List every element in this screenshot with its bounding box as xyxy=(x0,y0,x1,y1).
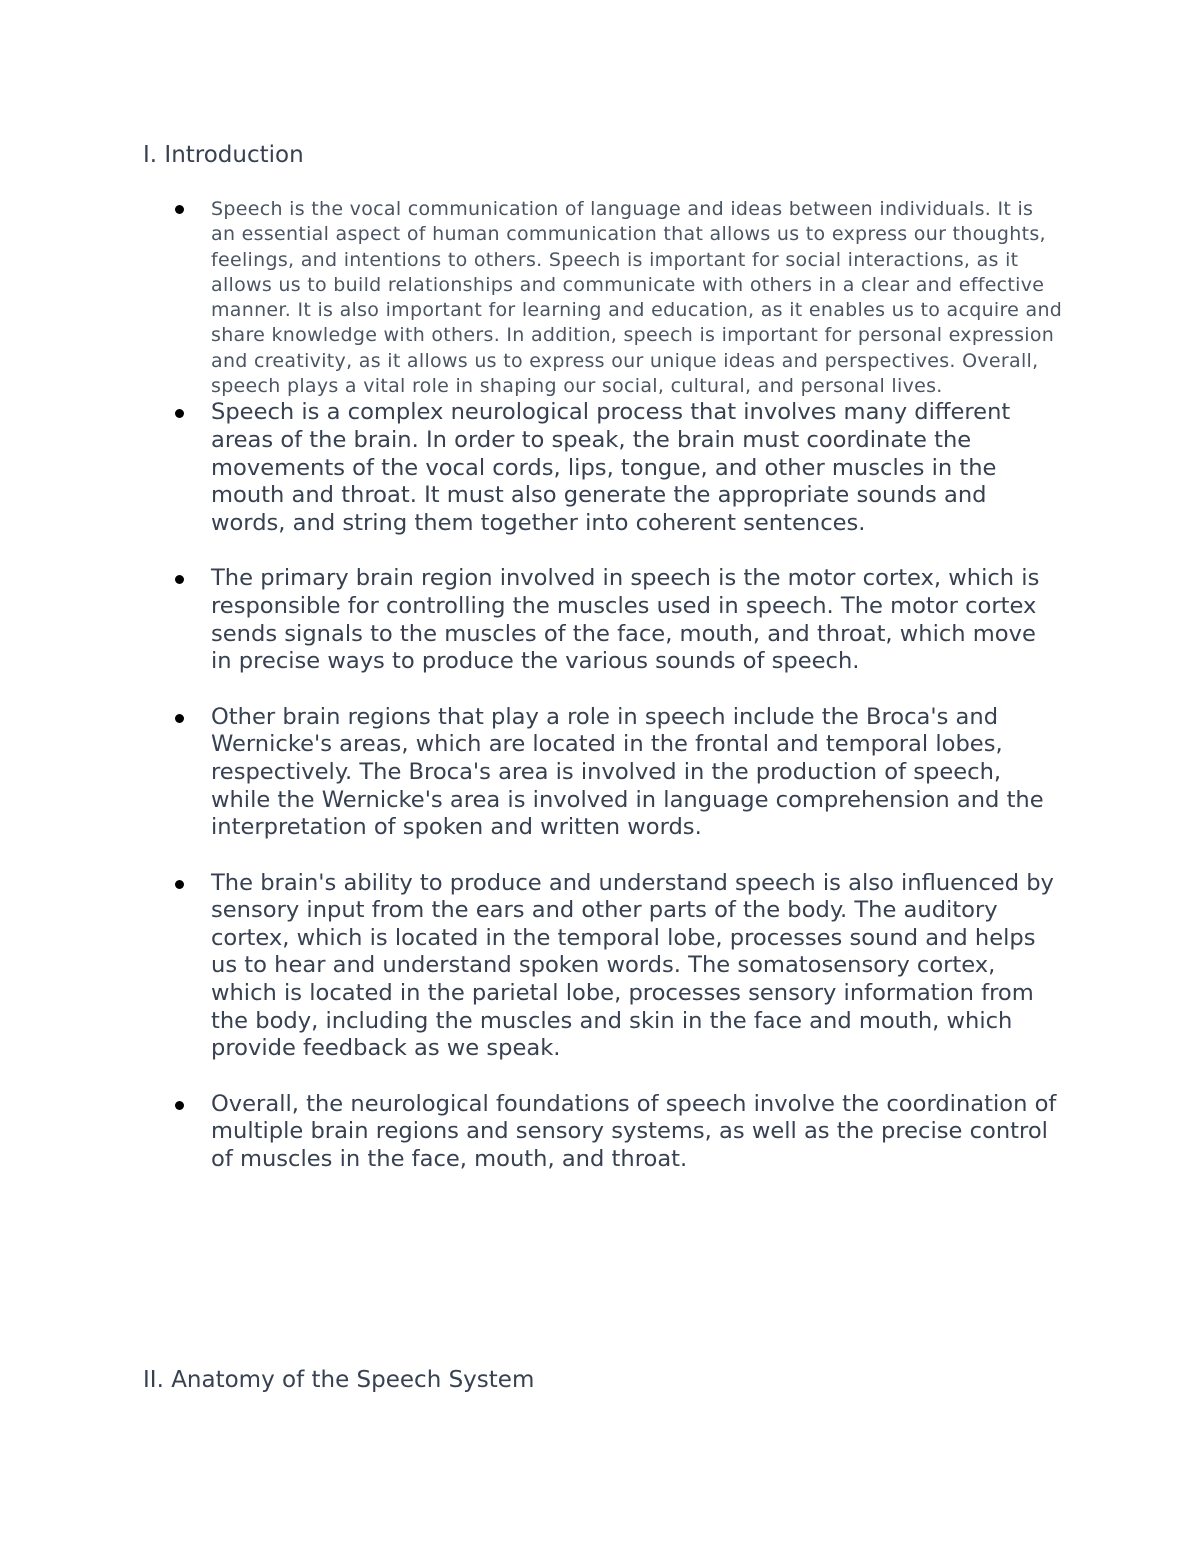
bullet-icon xyxy=(175,1101,184,1110)
bullet-icon xyxy=(175,409,184,418)
bullet-icon xyxy=(175,880,184,889)
section-heading-anatomy: II. Anatomy of the Speech System xyxy=(143,1367,535,1393)
list-item xyxy=(0,399,1063,537)
list-item-text: Speech is the vocal communication of language and ideas between individuals. It is an essential aspect of human communication that allows us to express our thoughts, feelings, and intentions to others. Speech is important for social interactions, as it allows us to build relationships and communicate with others in a clear and effective manner. It is also important for learning and education, as it enables us to acquire and share knowledge with others. In addition, speech is important for personal expression and creativity, as it allows us to express our unique ideas and perspectives. Overall, speech plays a vital role in shaping our social, cultural, and personal lives. xyxy=(211,198,1063,398)
bullet-icon xyxy=(175,714,184,723)
bullet-list xyxy=(0,197,1200,1174)
list-item xyxy=(0,704,1063,842)
list-item xyxy=(0,565,1063,675)
list-item-text: The brain's ability to produce and understand speech is also influenced by sensory input from the ears and other parts of the body. The auditory cortex, which is located in the temporal lobe, processes sound and helps us to hear and understand spoken words. The somatosensory cortex, which is located in the parietal lobe, processes sensory information from the body, including the muscles and skin in the face and mouth, which provide feedback as we speak. xyxy=(211,869,1054,1062)
section-heading-introduction: I. Introduction xyxy=(143,142,304,168)
list-item-text: Speech is a complex neurological process that involves many different areas of the brain. In order to speak, the brain must coordinate the movements of the vocal cords, lips, tongue, and other muscles in the mouth and throat. It must also generate the appropriate sounds and words, and string them together into coherent sentences. xyxy=(211,399,1011,536)
list-item xyxy=(0,870,1063,1063)
bullet-icon xyxy=(175,205,184,214)
list-item-text: Other brain regions that play a role in speech include the Broca's and Wernicke's areas, which are located in the frontal and temporal lobes, respectively. The Broca's area is involved in the production of speech, while the Wernicke's area is involved in language comprehension and the interpretation of spoken and written words. xyxy=(211,703,1044,841)
list-item-text: The primary brain region involved in speech is the motor cortex, which is responsible for controlling the muscles used in speech. The motor cortex sends signals to the muscles of the face, mouth, and throat, which move in precise ways to produce the various sounds of speech. xyxy=(211,565,1040,675)
list-item-text: Overall, the neurological foundations of speech involve the coordination of multiple brain regions and sensory systems, as well as the precise control of muscles in the face, mouth, and throat. xyxy=(211,1090,1057,1173)
list-item xyxy=(0,1091,1063,1174)
list-item xyxy=(0,197,1063,399)
bullet-icon xyxy=(175,575,184,584)
